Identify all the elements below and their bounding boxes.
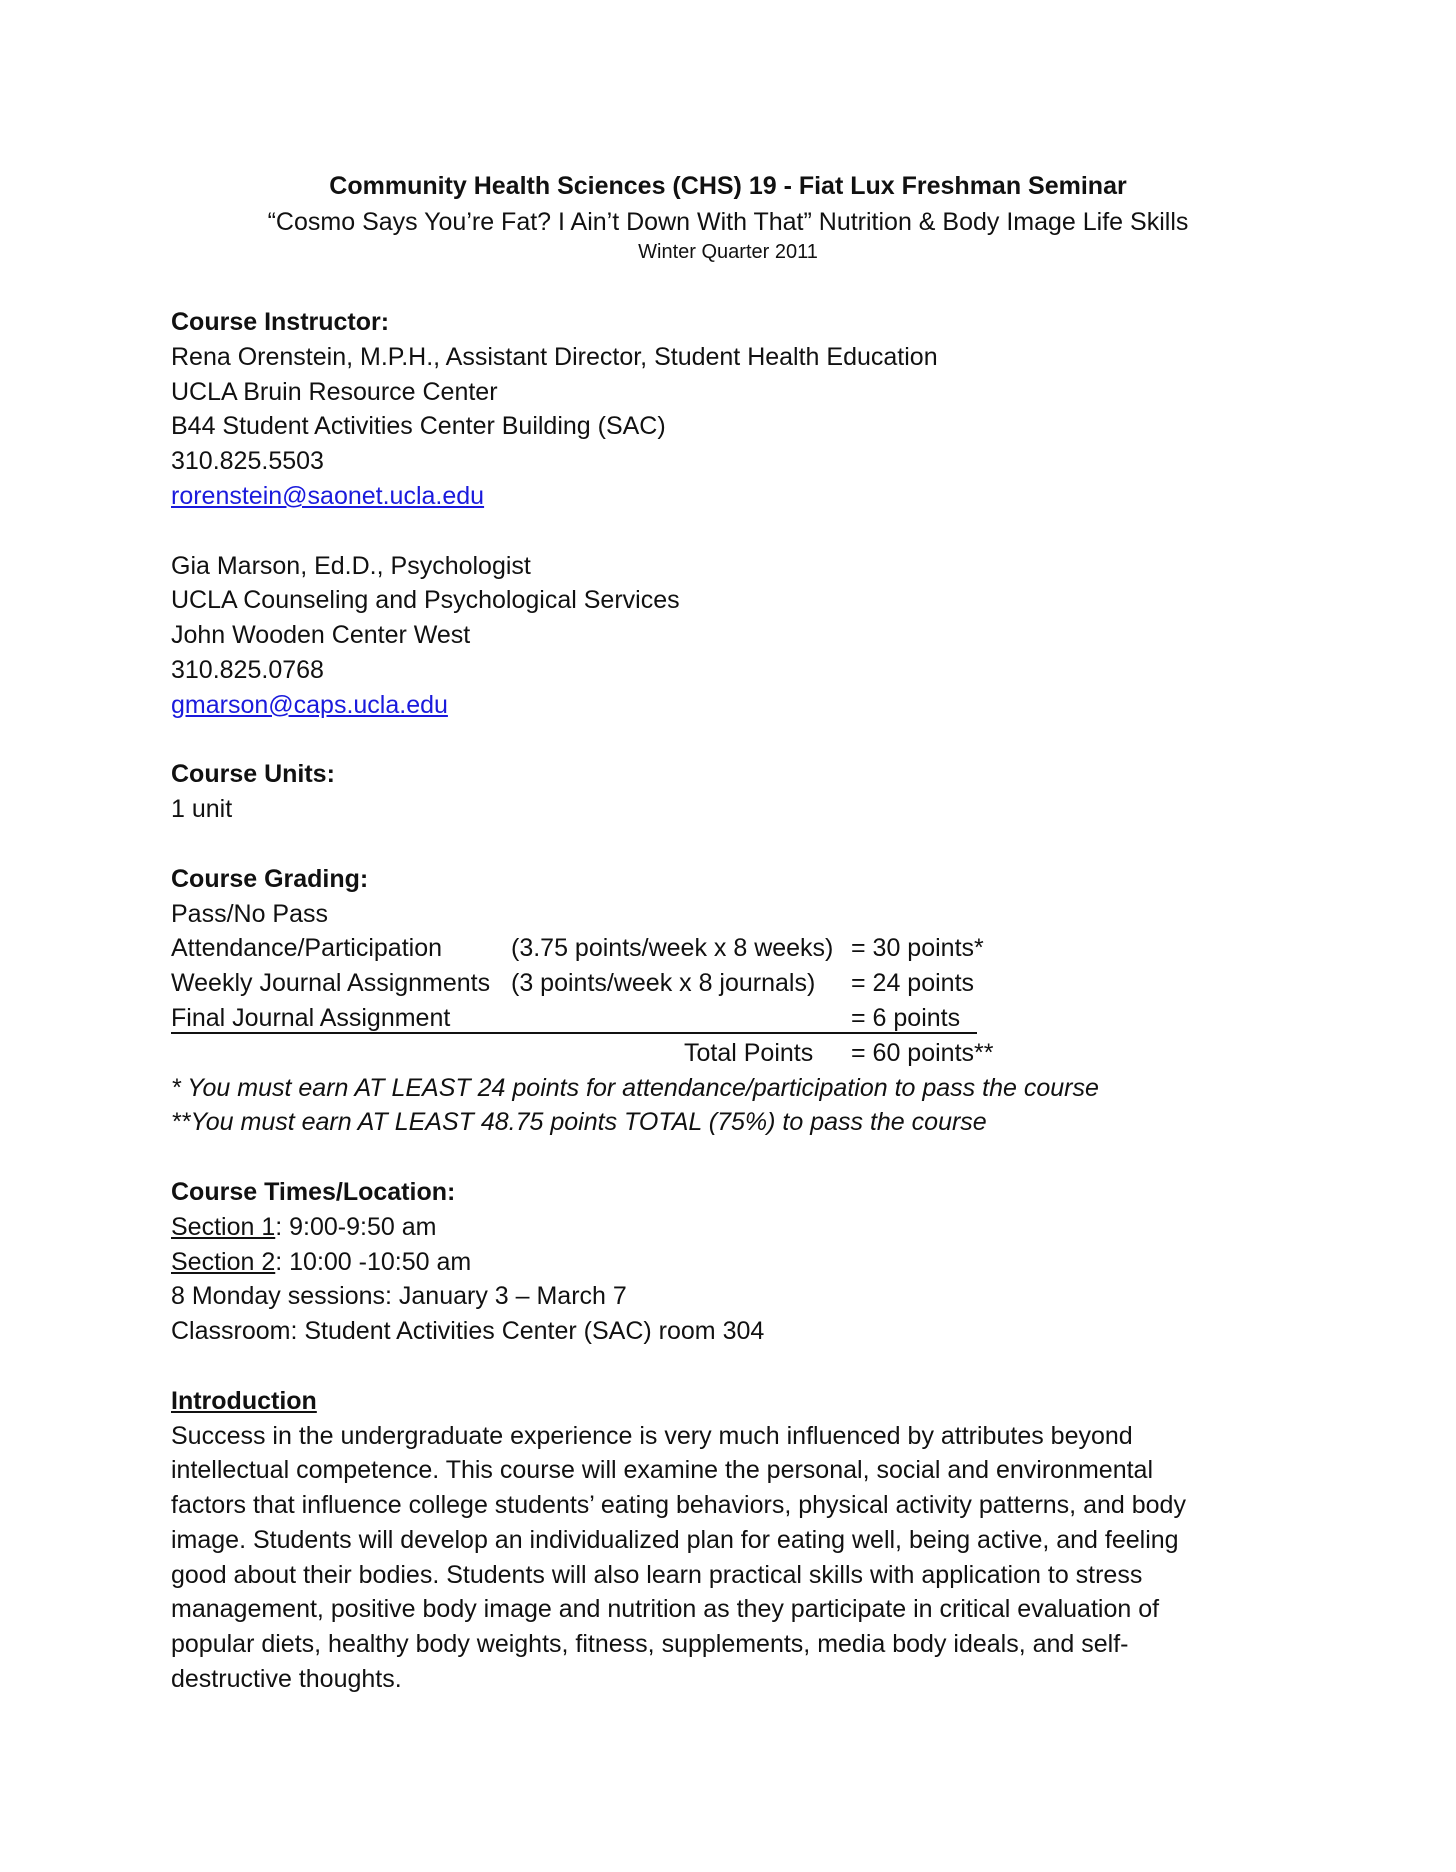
course-subtitle: “Cosmo Says You’re Fat? I Ain’t Down With That” Nutrition & Body Image Life Skills	[267, 208, 1189, 236]
units-heading: Course Units:	[171, 760, 335, 789]
introduction-heading: Introduction	[171, 1386, 317, 1415]
introduction-line: destructive thoughts.	[171, 1665, 402, 1694]
section-1-label: Section 1	[171, 1212, 276, 1241]
instructor-2-name: Gia Marson, Ed.D., Psychologist	[171, 551, 531, 580]
instructor-2-org: UCLA Counseling and Psychological Services	[171, 586, 680, 615]
section-1-line	[171, 1210, 1271, 1245]
instructor-1-email-link[interactable]: rorenstein@saonet.ucla.edu	[171, 481, 485, 510]
grading-points: = 30 points*	[851, 934, 984, 963]
instructor-1-phone: 310.825.5503	[171, 447, 324, 476]
section-2-line	[171, 1245, 1271, 1280]
units-value: 1 unit	[171, 795, 233, 824]
introduction-line: popular diets, healthy body weights, fitness, supplements, media body ideals, and self-	[171, 1630, 1129, 1659]
grading-total-label: Total Points	[684, 1038, 814, 1067]
instructor-2-phone: 310.825.0768	[171, 655, 324, 684]
course-title: Community Health Sciences (CHS) 19 - Fiat Lux Freshman Seminar	[329, 172, 1127, 200]
section-1-time: : 9:00-9:50 am	[275, 1212, 437, 1241]
grading-total-points: = 60 points**	[851, 1038, 994, 1067]
introduction-line: management, positive body image and nutrition as they participate in critical evaluation of	[171, 1595, 1160, 1624]
grading-item: Attendance/Participation	[171, 934, 443, 963]
grading-note-2: **You must earn AT LEAST 48.75 points TOTAL (75%) to pass the course	[171, 1108, 987, 1137]
introduction-line: intellectual competence. This course will examine the personal, social and environmental	[171, 1456, 1154, 1485]
course-term: Winter Quarter 2011	[638, 241, 818, 263]
sessions-text: 8 Monday sessions: January 3 – March 7	[171, 1282, 627, 1311]
introduction-line: Success in the undergraduate experience is very much influenced by attributes beyond	[171, 1421, 1133, 1450]
instructor-1-org: UCLA Bruin Resource Center	[171, 377, 498, 406]
grading-calc: (3 points/week x 8 journals)	[511, 969, 816, 998]
introduction-line: image. Students will develop an individualized plan for eating well, being active, and feeling	[171, 1525, 1179, 1554]
instructor-1-name: Rena Orenstein, M.P.H., Assistant Director, Student Health Education	[171, 342, 938, 371]
grading-points: = 6 points	[851, 1003, 961, 1032]
instructor-2-location: John Wooden Center West	[171, 621, 471, 650]
section-2-time: : 10:00 -10:50 am	[275, 1247, 472, 1276]
document-body	[171, 305, 1271, 1697]
grading-row	[171, 966, 1271, 1001]
introduction-line: good about their bodies. Students will also learn practical skills with application to stress	[171, 1560, 1143, 1589]
grading-heading: Course Grading:	[171, 864, 369, 893]
grading-points: = 24 points	[851, 969, 975, 998]
classroom-text: Classroom: Student Activities Center (SAC) room 304	[171, 1317, 765, 1346]
grading-calc: (3.75 points/week x 8 weeks)	[511, 934, 834, 963]
grading-note-1: * You must earn AT LEAST 24 points for attendance/participation to pass the course	[171, 1073, 1099, 1102]
section-2-label: Section 2	[171, 1247, 276, 1276]
grading-underline	[171, 1032, 977, 1034]
grading-row	[171, 931, 1271, 966]
instructor-1-location: B44 Student Activities Center Building (SAC)	[171, 412, 666, 441]
instructor-heading: Course Instructor:	[171, 308, 390, 336]
grading-item: Weekly Journal Assignments	[171, 969, 491, 998]
introduction-line: factors that influence college students’ eating behaviors, physical activity patterns, and body	[171, 1491, 1186, 1520]
instructor-2-email-link[interactable]: gmarson@caps.ucla.edu	[171, 690, 448, 719]
times-heading: Course Times/Location:	[171, 1177, 456, 1206]
grading-row	[171, 1001, 1271, 1036]
grading-total-row	[171, 1036, 1271, 1071]
grading-mode: Pass/No Pass	[171, 899, 329, 928]
grading-item: Final Journal Assignment	[171, 1003, 451, 1032]
